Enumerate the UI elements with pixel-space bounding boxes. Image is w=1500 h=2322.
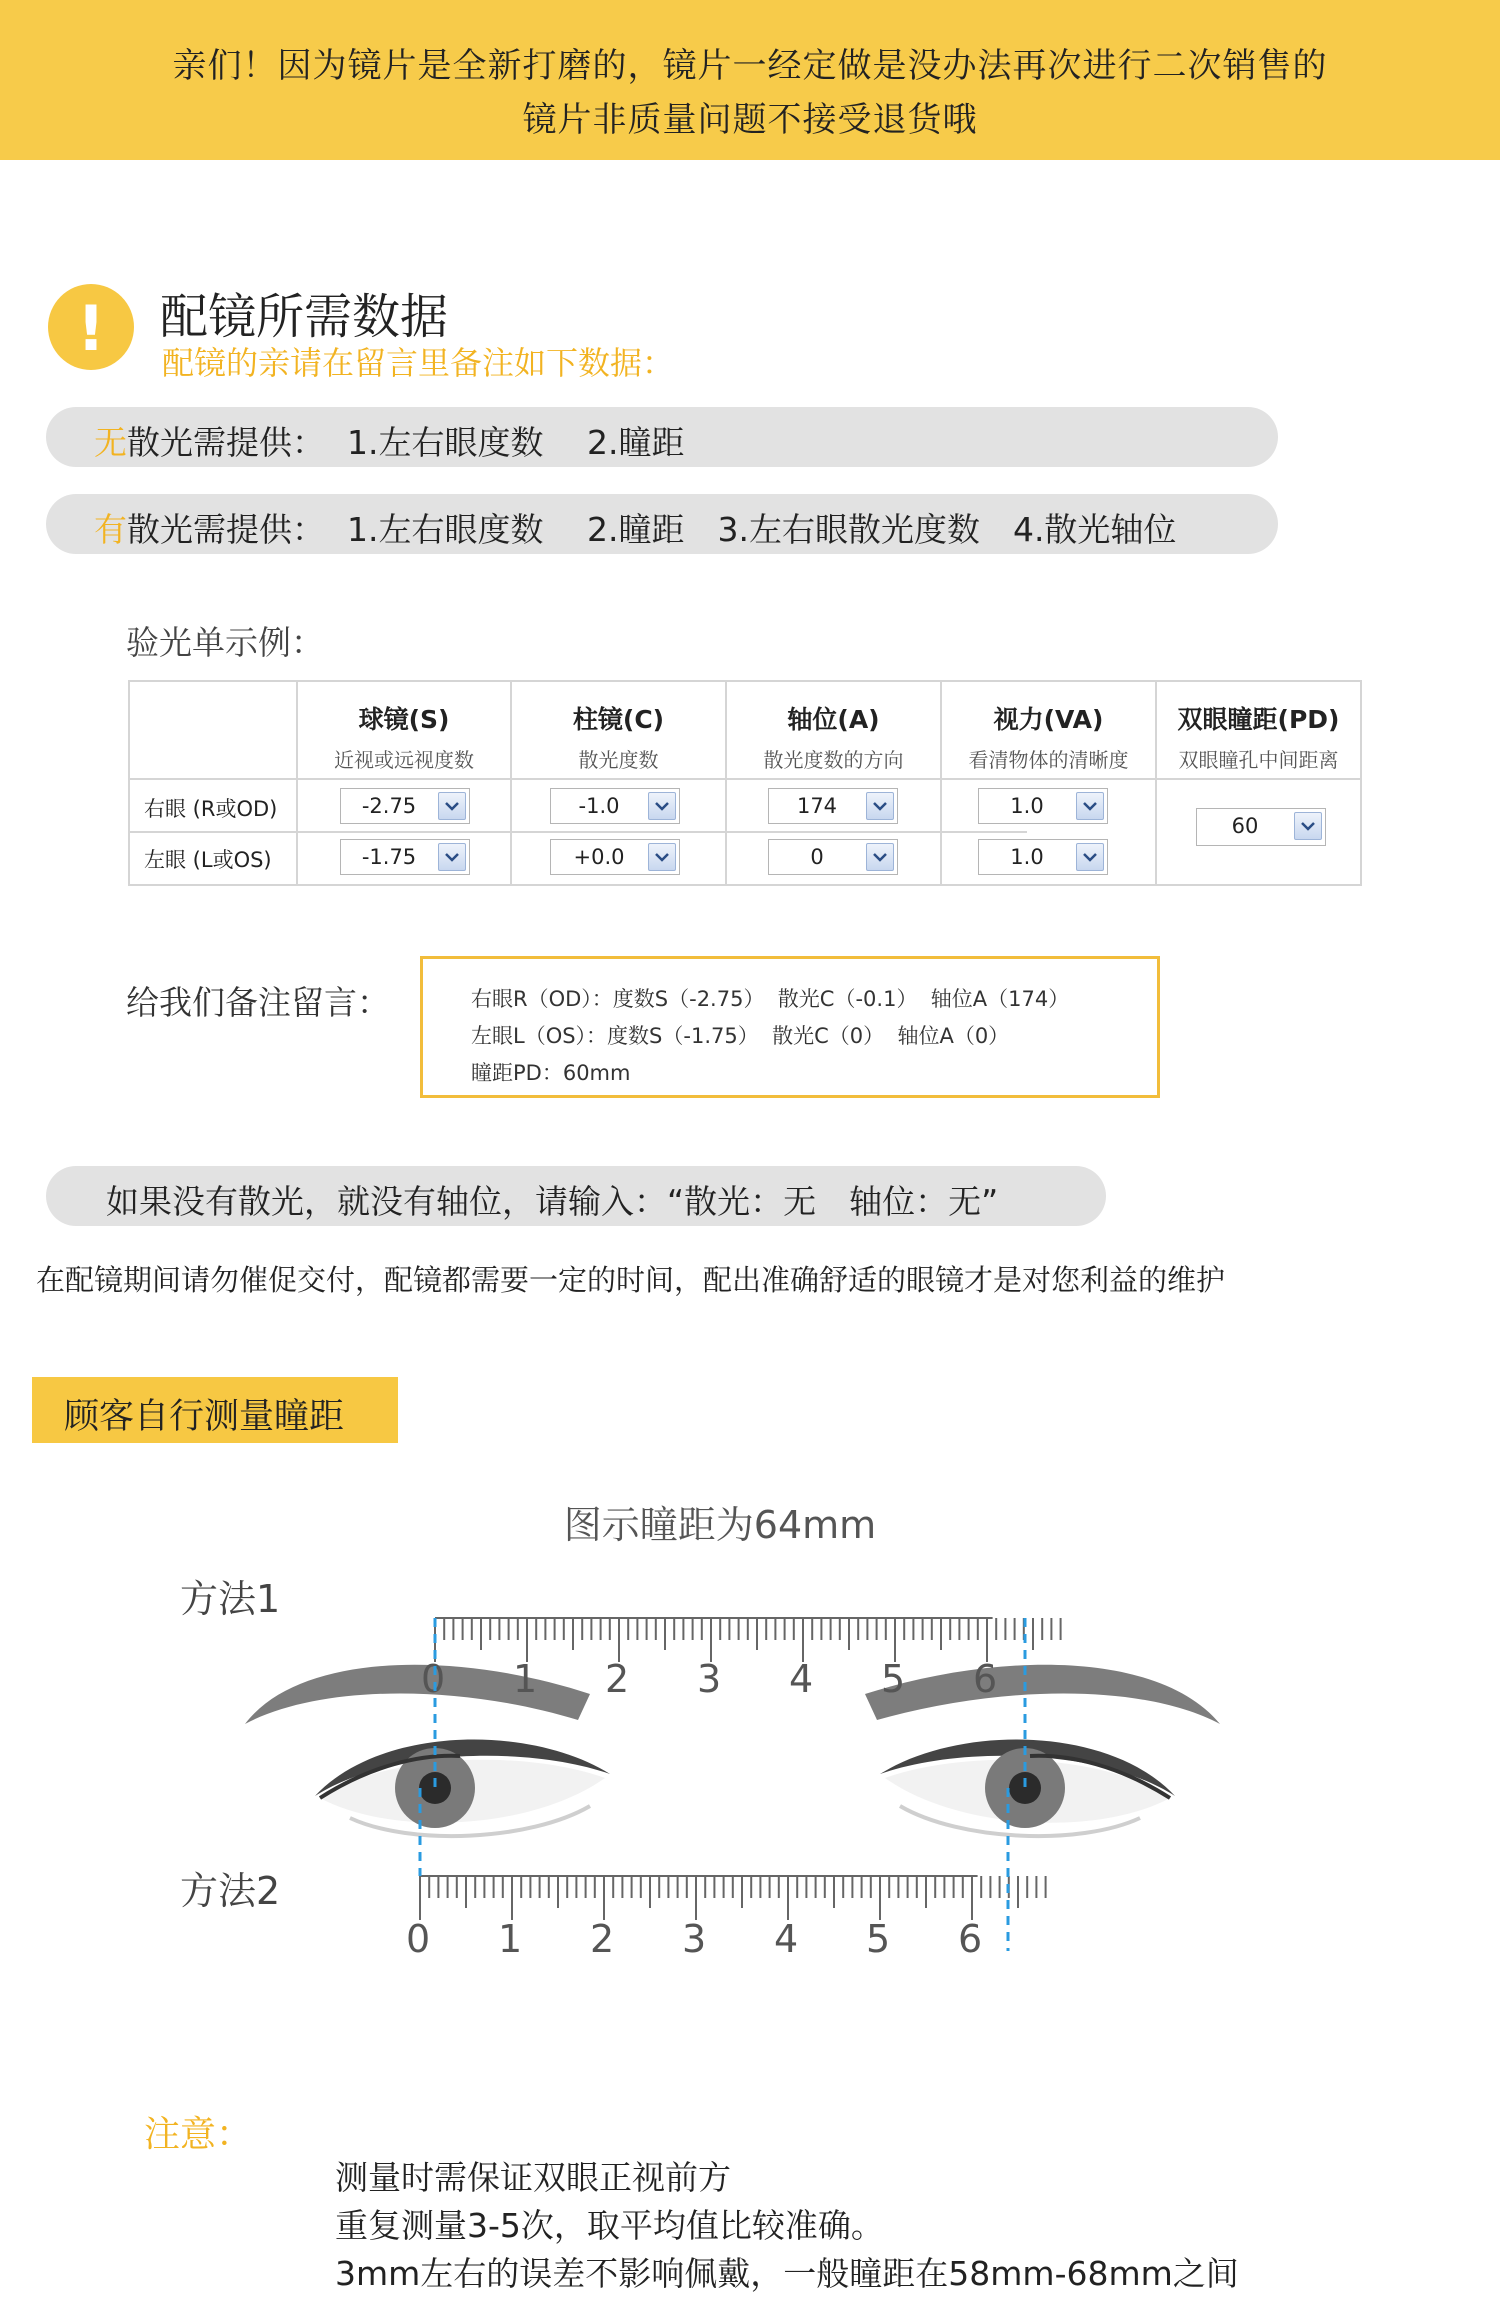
requirement-lead: 无 (94, 423, 127, 462)
ruler-1-number: 1 (513, 1657, 538, 1701)
row-label-left-eye: 左眼 (L或OS) (144, 848, 272, 872)
pd-section-title: 顾客自行测量瞳距 (64, 1397, 345, 1437)
chevron-down-icon (1076, 792, 1104, 820)
section-title: 配镜所需数据 (160, 289, 449, 345)
pd-measurement-illustration (230, 1556, 1280, 1996)
note-item: 重复测量3-5次，取平均值比较准确。 (335, 2206, 884, 2245)
ruler-1-number: 4 (789, 1657, 814, 1701)
ruler-2-number: 2 (590, 1917, 615, 1961)
left-eyebrow (245, 1665, 590, 1724)
remark-label: 给我们备注留言： (126, 983, 390, 1022)
notice-banner (0, 0, 1500, 160)
axis-select-left[interactable]: 0 (768, 839, 898, 875)
row-label-right-eye: 右眼 (R或OD) (144, 797, 278, 821)
banner-line-1: 亲们！因为镜片是全新打磨的，镜片一经定做是没办法再次进行二次销售的 (172, 46, 1328, 86)
banner-line-2: 镜片非质量问题不接受退货哦 (522, 100, 978, 140)
figure-title: 图示瞳距为64mm (563, 1503, 877, 1547)
column-header-pd: 双眼瞳距(PD) 双眼瞳孔中间距离 (1177, 705, 1340, 772)
chevron-down-icon (438, 843, 466, 871)
right-eyebrow (865, 1665, 1220, 1724)
va-select-left[interactable]: 1.0 (978, 839, 1108, 875)
chevron-down-icon (1294, 812, 1322, 840)
ruler-2-number: 3 (682, 1917, 707, 1961)
remark-example-box (420, 956, 1160, 1098)
exclamation-icon: ! (48, 284, 134, 370)
note-title: 注意： (144, 2114, 253, 2155)
method-1-label: 方法1 (180, 1577, 281, 1621)
chevron-down-icon (648, 792, 676, 820)
sphere-select-right[interactable]: -2.75 (340, 788, 470, 824)
requirement-with-astigmatism (46, 494, 1278, 554)
cylinder-select-right[interactable]: -1.0 (550, 788, 680, 824)
column-header-sphere: 球镜(S) 近视或远视度数 (334, 705, 474, 772)
column-header-axis: 轴位(A) 散光度数的方向 (763, 705, 904, 772)
left-eye (315, 1740, 610, 1837)
chevron-down-icon (1076, 843, 1104, 871)
chevron-down-icon (866, 792, 894, 820)
prescription-table (128, 680, 1362, 886)
method-2-label: 方法2 (180, 1869, 281, 1913)
ruler-1-number: 2 (605, 1657, 630, 1701)
ruler-2-number: 1 (498, 1917, 523, 1961)
remark-line: 瞳距PD：60mm (471, 1061, 631, 1085)
remark-line: 右眼R（OD）：度数S（-2.75） 散光C（-0.1） 轴位A（174） (471, 987, 1070, 1011)
no-astigmatism-hint (46, 1166, 1106, 1226)
chevron-down-icon (866, 843, 894, 871)
right-eye (880, 1740, 1175, 1837)
requirement-lead: 有 (94, 510, 127, 549)
sphere-select-left[interactable]: -1.75 (340, 839, 470, 875)
requirement-label: 散光需提供： (127, 510, 325, 549)
requirement-no-astigmatism (46, 407, 1278, 467)
section-subtitle: 配镜的亲请在留言里备注如下数据： (162, 344, 675, 382)
requirement-items: 1.左右眼度数 2.瞳距 3.左右眼散光度数 4.散光轴位 (347, 510, 1177, 549)
va-select-right[interactable]: 1.0 (978, 788, 1108, 824)
ruler-2-number: 5 (866, 1917, 891, 1961)
ruler-1-number: 6 (973, 1657, 998, 1701)
note-item: 3mm左右的误差不影响佩戴，一般瞳距在58mm-68mm之间 (335, 2254, 1239, 2293)
chevron-down-icon (438, 792, 466, 820)
ruler-1-number: 0 (421, 1657, 446, 1701)
note-item: 测量时需保证双眼正视前方 (335, 2158, 731, 2197)
requirement-items: 1.左右眼度数 2.瞳距 (347, 423, 685, 462)
ruler-1-number: 3 (697, 1657, 722, 1701)
requirement-label: 散光需提供： (127, 423, 325, 462)
cylinder-select-left[interactable]: +0.0 (550, 839, 680, 875)
ruler-2-number: 4 (774, 1917, 799, 1961)
column-header-cylinder: 柱镜(C) 散光度数 (572, 705, 665, 772)
ruler-2-number: 6 (958, 1917, 983, 1961)
axis-select-right[interactable]: 174 (768, 788, 898, 824)
hint-text: 如果没有散光，就没有轴位，请输入：“散光：无 轴位：无” (106, 1182, 999, 1221)
ruler-method-2 (406, 1876, 1046, 1961)
remark-line: 左眼L（OS）：度数S（-1.75） 散光C（0） 轴位A（0） (471, 1024, 1010, 1048)
ruler-1-number: 5 (881, 1657, 906, 1701)
prescription-example-label: 验光单示例： (126, 623, 324, 662)
pd-section-tag (32, 1377, 398, 1443)
ruler-2-number: 0 (406, 1917, 431, 1961)
column-header-visual-acuity: 视力(VA) 看清物体的清晰度 (968, 705, 1129, 772)
pd-select[interactable]: 60 (1196, 808, 1326, 846)
chevron-down-icon (648, 843, 676, 871)
delivery-notice: 在配镜期间请勿催促交付，配镜都需要一定的时间，配出准确舒适的眼镜才是对您利益的维护 (36, 1263, 1226, 1297)
